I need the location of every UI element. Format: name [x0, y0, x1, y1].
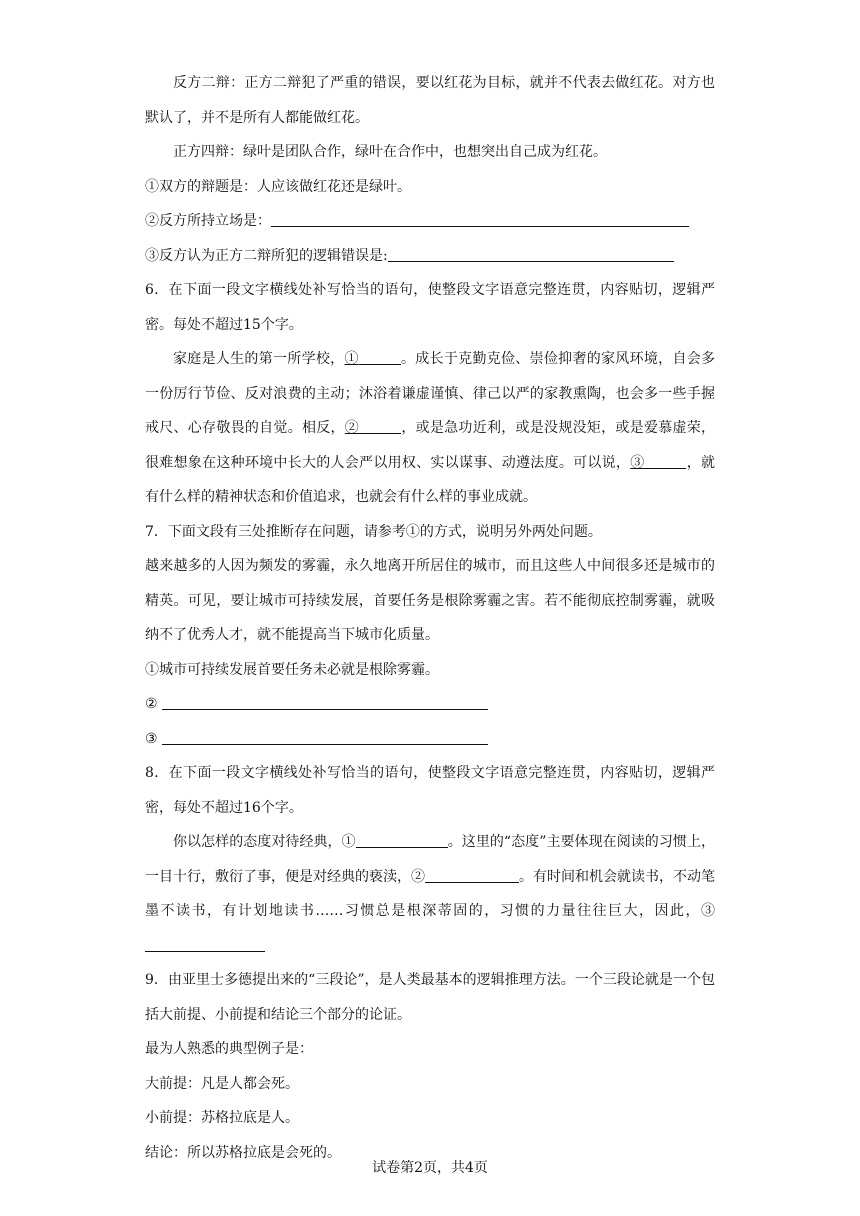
question-7-answer-3 [145, 722, 715, 757]
question-9-minor-premise: 小前提：苏格拉底是人。 [145, 1110, 299, 1126]
q6-text: 。成长于克勤克俭、崇俭抑奢的家风环境，自会多一份厉行节俭、反对浪费的主动；沐浴着谦虚谨慎、律己以严的家教熏陶，也会多一些手握戒尺、心存敬畏的自觉。相反， [145, 351, 716, 436]
q6-text: ，就有什么样的精神状态和价值追求，也就会有什么样的事业成就。 [145, 454, 716, 505]
exam-page-content [145, 66, 715, 1170]
question-9-major-premise: 大前提：凡是人都会死。 [145, 1075, 299, 1092]
page-footer: 试卷第2页，共4页 [372, 1160, 488, 1176]
answer-blank[interactable] [388, 247, 674, 262]
answer-blank[interactable] [271, 212, 689, 227]
answer-blank[interactable] [359, 419, 401, 434]
debate-pro4: 正方四辩：绿叶是团队合作，绿叶在合作中，也想突出自己成为红花。 [173, 144, 607, 160]
question-7-answer-2 [145, 687, 715, 722]
answer-blank[interactable] [644, 454, 686, 469]
debate-con2: 反方二辩：正方二辩犯了严重的错误，要以红花为目标，就并不代表去做红花。对方也默认了，并不是所有人都能做红花。 [145, 75, 715, 126]
answer-blank[interactable] [356, 833, 448, 848]
question-9-prompt: 9．由亚里士多德提出来的“三段论”，是人类最基本的逻辑推理方法。一个三段论就是一个包括大前提、小前提和结论三个部分的论证。 [145, 972, 715, 1023]
debate-q1: ①双方的辩题是：人应该做红花还是绿叶。 [145, 178, 411, 195]
blank-marker: ③ [630, 454, 645, 471]
q6-text: 家庭是人生的第一所学校， [173, 351, 345, 367]
answer-marker: ② [145, 696, 158, 712]
answer-blank[interactable] [162, 695, 488, 710]
question-6-prompt: 6．在下面一段文字横线处补写恰当的语句，使整段文字语意完整连贯，内容贴切，逻辑严密。每处不超过15个字。 [145, 282, 715, 333]
question-6-passage [145, 342, 715, 515]
q8-text: 。这里的“态度”主要体现在阅读的习惯上，一目十行，敷衍了事，便是对经典的亵渎，② [145, 834, 715, 885]
blank-marker: ② [344, 420, 360, 436]
q8-text: 你以怎样的态度对待经典，① [173, 834, 356, 850]
question-9-line: 最为人熟悉的典型例子是： [145, 1041, 313, 1057]
debate-q3-line [145, 239, 715, 274]
question-7-answer-1: ①城市可持续发展首要任务未必就是根除雾霾。 [145, 661, 439, 678]
question-7-prompt: 7．下面文段有三处推断存在问题，请参考①的方式，说明另外两处问题。 [145, 523, 602, 540]
answer-marker: ③ [145, 730, 158, 747]
question-7-passage: 越来越多的人因为频发的雾霾，永久地离开所居住的城市，而且这些人中间很多还是城市的精英。可见，要让城市可持续发展，首要任务是根除雾霾之害。若不能彻底控制雾霾，就吸纳不了优秀人才，就不能提高当下城市化质量。 [145, 558, 715, 643]
question-9-conclusion: 结论：所以苏格拉底是会死的。 [145, 1144, 341, 1161]
question-8-passage [145, 825, 715, 963]
answer-blank[interactable] [359, 350, 401, 365]
q6-text: ，或是急功近利，或是没规没矩，或是爱慕虚荣，很难想象在这种环境中长大的人会严以用权、实以谋事、动遵法度。可以说， [145, 420, 716, 471]
answer-blank[interactable] [425, 868, 519, 883]
blank-marker: ① [344, 351, 359, 367]
answer-blank[interactable] [145, 937, 265, 952]
q8-text: 。有时间和机会就读书，不动笔墨不读书，有计划地读书……习惯总是根深蒂固的，习惯的力量往往巨大，因此，③ [145, 868, 715, 919]
question-8-prompt: 8．在下面一段文字横线处补写恰当的语句，使整段文字语意完整连贯，内容贴切，逻辑严密，每处不超过16个字。 [145, 765, 715, 816]
debate-q2-line [145, 204, 715, 239]
answer-blank[interactable] [162, 730, 488, 745]
debate-q2-label: ②反方所持立场是： [145, 213, 271, 229]
debate-q3-label: ③反方认为正方二辩所犯的逻辑错误是: [145, 247, 388, 264]
